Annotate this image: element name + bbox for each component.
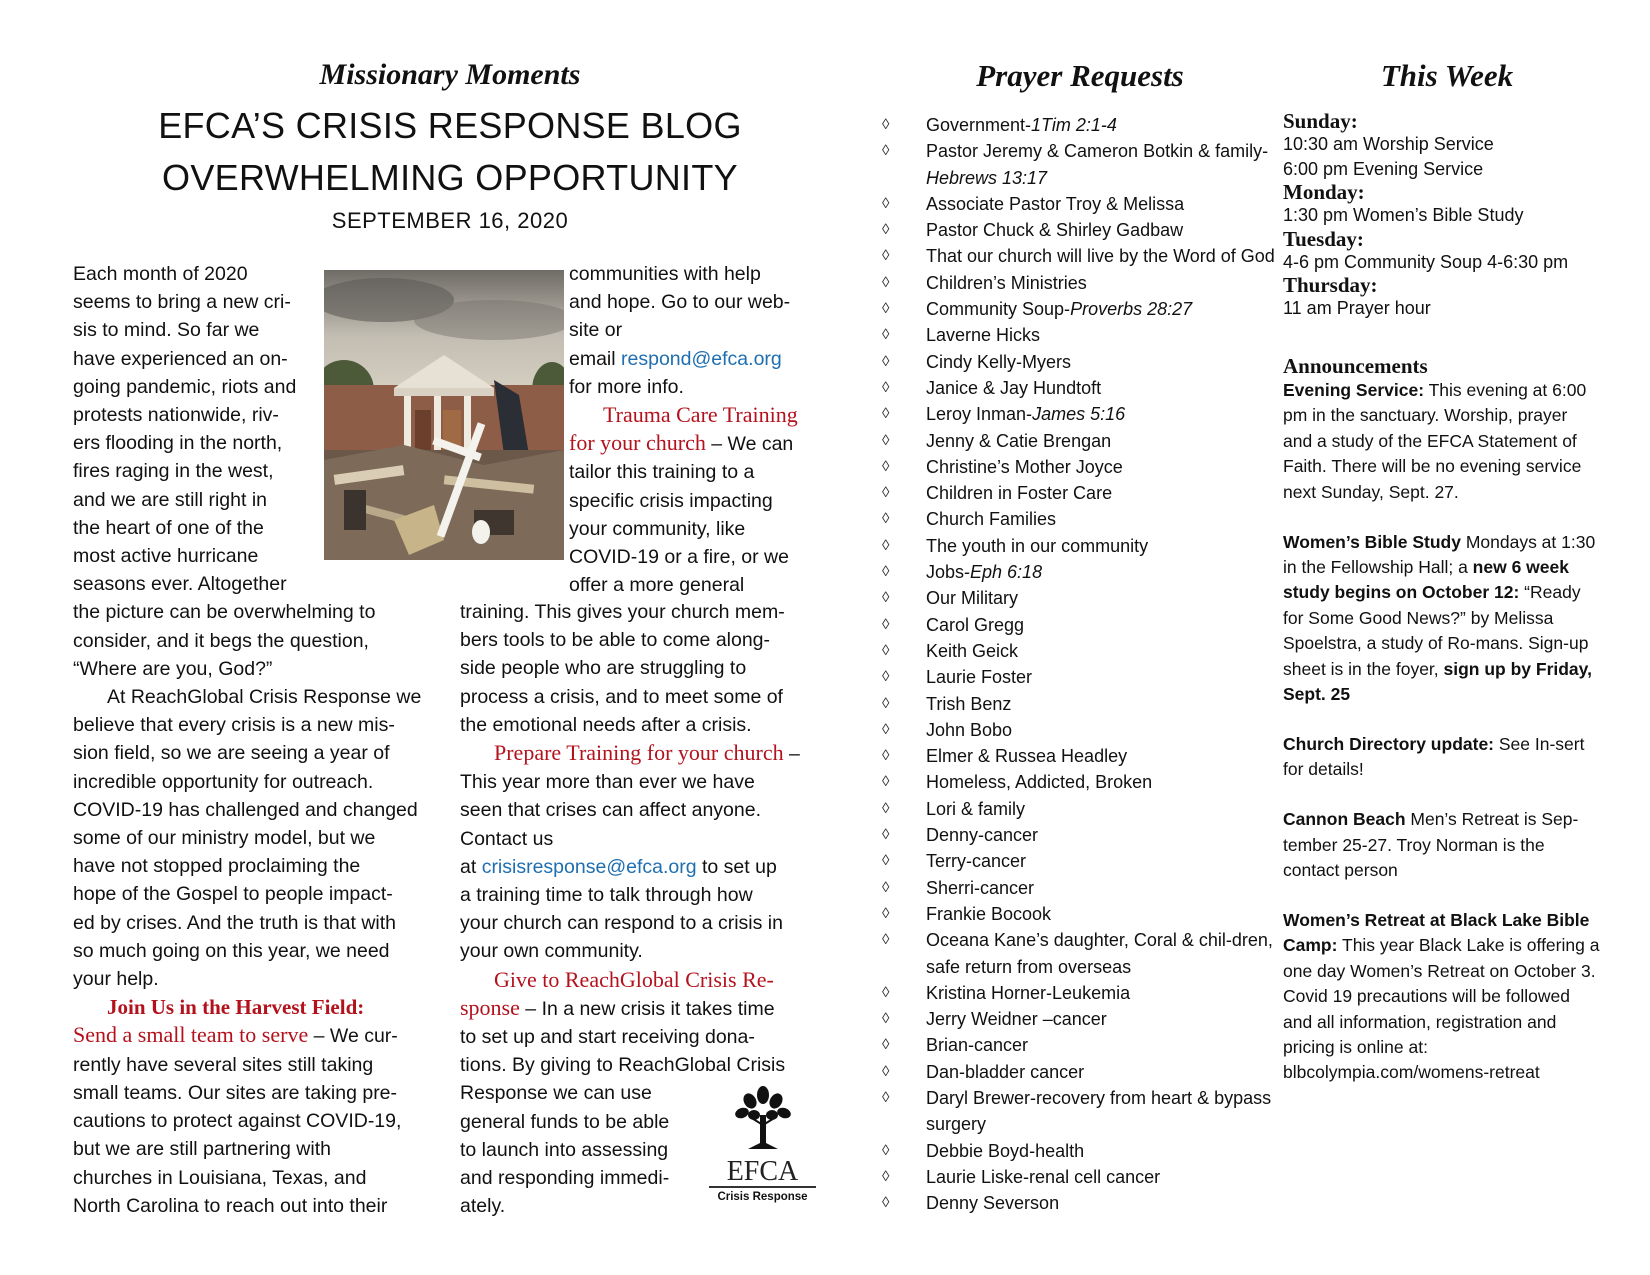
para2-lines (73, 711, 453, 993)
diamond-bullet-icon: ◊ (882, 931, 890, 949)
prayer-request-item (880, 243, 1275, 269)
announcement-item: Women’s Retreat at Black Lake Bible Camp: This year Black Lake is offering a one day Women’s Retreat on October 3. Covid 19 precautions will be followed and all information, registration and pricing is online at: blbcolympia.com/womens-retreat (1283, 909, 1600, 1083)
send-team-lines (73, 1051, 453, 1220)
schedule-event: 6:00 pm Evening Service (1283, 158, 1484, 179)
day-heading: Thursday: (1283, 273, 1378, 297)
send-team-label: Send a small team to serve (73, 1022, 309, 1048)
article-line: but we are still partnering with (73, 1138, 331, 1161)
prayer-request-item (880, 980, 1275, 1006)
prepare-lines (460, 768, 830, 853)
prayer-request-item (880, 454, 1275, 480)
prayer-request-text: Our Military (926, 588, 1019, 609)
prayer-request-item (880, 875, 1275, 901)
efca-logo-name: EFCA (709, 1158, 816, 1188)
prayer-request-text: Carol Gregg (926, 614, 1025, 635)
article-line: cautions to protect against COVID-19, (73, 1110, 402, 1133)
prayer-request-item (880, 769, 1275, 795)
prayer-request-item (880, 559, 1275, 585)
diamond-bullet-icon: ◊ (882, 1036, 890, 1054)
trauma-full-lines (460, 598, 830, 739)
para2-first-line: At ReachGlobal Crisis Response we (107, 686, 422, 709)
diamond-bullet-icon: ◊ (882, 247, 890, 265)
article-line: and we are still right in (73, 488, 268, 511)
week-schedule (1283, 110, 1623, 321)
blog-date: SEPTEMBER 16, 2020 (331, 208, 569, 233)
article-line: churches in Louisiana, Texas, and (73, 1166, 367, 1189)
efca-logo (705, 1085, 820, 1210)
diamond-bullet-icon: ◊ (882, 273, 890, 291)
give-label-1: Give to ReachGlobal Crisis Re- (494, 966, 774, 992)
prayer-request-item (880, 1138, 1275, 1164)
prayer-request-item (880, 480, 1275, 506)
prayer-request-item (880, 717, 1275, 743)
article-line: and responding immedi- (460, 1167, 670, 1190)
prayer-request-item (880, 112, 1275, 138)
prayer-request-text: Brian-cancer (926, 1035, 1029, 1056)
prayer-request-item (880, 296, 1275, 322)
prayer-request-text: Terry-cancer (926, 851, 1027, 872)
tree-icon (728, 1085, 798, 1153)
diamond-bullet-icon: ◊ (882, 589, 890, 607)
prayer-request-text: That our church will live by the Word of God (926, 246, 1275, 267)
prayer-request-item (880, 1085, 1275, 1138)
article-line: to launch into assessing (460, 1138, 669, 1161)
announcement-item: Cannon Beach Men’s Retreat is Sep-tember 25-27. Troy Norman is the contact person (1283, 809, 1579, 880)
article-line: communities with help (569, 263, 761, 285)
trauma-care-label-2: for your church (569, 430, 706, 456)
diamond-bullet-icon: ◊ (882, 720, 890, 738)
article-line: some of our ministry model, but we (73, 827, 376, 850)
announcement-heading: Evening Service: (1283, 380, 1425, 400)
blog-title-line-2: OVERWHELMING OPPORTUNITY (162, 157, 738, 198)
prayer-request-text: Jenny & Catie Brengan (926, 430, 1112, 451)
prayer-request-text: Jerry Weidner –cancer (926, 1009, 1107, 1030)
prayer-request-text: John Bobo (926, 719, 1013, 740)
prayer-request-list (880, 112, 1275, 1216)
prayer-request-text: Debbie Boyd-health (926, 1140, 1085, 1161)
article-line: rently have several sites still taking (73, 1053, 374, 1076)
diamond-bullet-icon: ◊ (882, 536, 890, 554)
article-line: specific crisis impacting (569, 489, 773, 512)
prayer-request-item (880, 664, 1275, 690)
prayer-request-text: Dan-bladder cancer (926, 1061, 1085, 1082)
announcements (1283, 354, 1601, 1110)
prayer-request-item (880, 191, 1275, 217)
announcement-emphasis: new 6 week study begins on October 12: (1283, 556, 1569, 603)
schedule-event: 1:30 pm Women’s Bible Study (1283, 205, 1524, 225)
diamond-bullet-icon: ◊ (882, 142, 890, 160)
announcement-heading: Cannon Beach (1283, 809, 1406, 830)
prayer-request-item (880, 822, 1275, 848)
schedule-event: 11 am Prayer hour (1283, 298, 1431, 318)
prayer-request-item (880, 848, 1275, 874)
article-line: the heart of one of the (73, 516, 264, 539)
day-heading: Monday: (1283, 180, 1365, 204)
prayer-request-text: Pastor Chuck & Shirley Gadbaw (926, 220, 1184, 241)
scripture-reference: Proverbs 28:27 (1070, 299, 1193, 320)
article-line: hope of the Gospel to people impact- (73, 883, 393, 906)
prayer-request-item (880, 1006, 1275, 1032)
diamond-bullet-icon: ◊ (882, 1010, 890, 1028)
prayer-request-text: Trish Benz (926, 693, 1012, 714)
announcement-emphasis: sign up by Friday, Sept. 25 (1283, 658, 1592, 704)
prepare-training-label: Prepare Training for your church (494, 740, 784, 766)
announcements-title: Announcements (1283, 354, 1428, 378)
prayer-request-text: Christine’s Mother Joyce (926, 456, 1123, 477)
col2-top-lines (569, 260, 829, 345)
article-line: have experienced an on- (73, 347, 288, 370)
article-line: sis to mind. So far we (73, 319, 260, 342)
article-line: so much going on this year, we need (73, 939, 390, 962)
email-line: email respond@efca.org (569, 347, 782, 370)
prayer-request-item (880, 638, 1275, 664)
article-line: This year more than ever we have (460, 771, 755, 794)
article-line: fires raging in the west, (73, 460, 274, 483)
diamond-bullet-icon: ◊ (882, 773, 890, 791)
prayer-request-text: Keith Geick (926, 640, 1019, 661)
prayer-request-text: Frankie Bocook (926, 903, 1052, 924)
scripture-reference: James 5:16 (1032, 404, 1126, 425)
prayer-request-item (880, 1059, 1275, 1085)
diamond-bullet-icon: ◊ (882, 300, 890, 318)
intro-paragraph-full (73, 598, 453, 683)
prayer-request-text: Jobs-Eph 6:18 (926, 562, 1043, 583)
prayer-request-item (880, 691, 1275, 717)
more-info: for more info. (569, 375, 684, 398)
article-line: Contact us (460, 827, 554, 850)
article-line: the picture can be overwhelming to (73, 601, 376, 624)
prayer-request-item (880, 217, 1275, 243)
article-line: incredible opportunity for outreach. (73, 770, 374, 793)
prayer-request-item (880, 322, 1275, 348)
article-line: “Where are you, God?” (73, 657, 273, 680)
prayer-request-item (880, 585, 1275, 611)
prayer-request-item (880, 401, 1275, 427)
blog-title-line-1: EFCA’S CRISIS RESPONSE BLOG (158, 105, 742, 146)
prayer-request-item (880, 270, 1275, 296)
diamond-bullet-icon: ◊ (882, 352, 890, 370)
article-line: small teams. Our sites are taking pre- (73, 1081, 398, 1104)
prayer-request-item (880, 927, 1275, 980)
diamond-bullet-icon: ◊ (882, 194, 890, 212)
prayer-request-text: Children’s Ministries (926, 272, 1087, 293)
prayer-request-text: Lori & family (926, 798, 1026, 819)
diamond-bullet-icon: ◊ (882, 1062, 890, 1080)
prayer-request-item (880, 901, 1275, 927)
article-line: going pandemic, riots and (73, 375, 297, 398)
diamond-bullet-icon: ◊ (882, 457, 890, 475)
article-line: seasons ever. Altogether (73, 573, 287, 596)
prayer-request-text: Daryl Brewer-recovery from heart & bypass surgery (926, 1087, 1272, 1135)
prayer-request-text: Sherri-cancer (926, 877, 1035, 898)
article-column-2 (569, 260, 829, 599)
article-line: tions. By giving to ReachGlobal Crisis (460, 1054, 786, 1077)
diamond-bullet-icon: ◊ (882, 1141, 890, 1159)
announcement-heading: Church Directory update: (1283, 733, 1494, 754)
efca-logo-subtitle: Crisis Response (717, 1191, 808, 1203)
article-line: side people who are struggling to (460, 657, 747, 680)
article-line: seen that crises can affect anyone. (460, 799, 761, 822)
respond-email-link[interactable]: respond@efca.org (621, 347, 782, 370)
prayer-request-item (880, 375, 1275, 401)
article-line: to set up and start receiving dona- (460, 1026, 755, 1049)
article-line: process a crisis, and to meet some of (460, 685, 783, 708)
prayer-request-item (880, 612, 1275, 638)
diamond-bullet-icon: ◊ (882, 904, 890, 922)
diamond-bullet-icon: ◊ (882, 747, 890, 765)
prayer-request-text: Janice & Jay Hundtoft (926, 377, 1102, 398)
article-line: ers flooding in the north, (73, 432, 283, 455)
diamond-bullet-icon: ◊ (882, 1194, 890, 1212)
diamond-bullet-icon: ◊ (882, 668, 890, 686)
prayer-request-item (880, 1190, 1275, 1216)
article-line: offer a more general (569, 574, 745, 597)
article-line: your own community. (460, 940, 643, 963)
trauma-wrap-lines (569, 458, 829, 599)
diamond-bullet-icon: ◊ (882, 326, 890, 344)
prayer-request-text: Community Soup-Proverbs 28:27 (926, 299, 1193, 320)
missionary-moments-title: Missionary Moments (319, 58, 581, 91)
announcement-item: Church Directory update: See In-sert for details! (1283, 733, 1585, 780)
article-line: tailor this training to a (569, 461, 755, 484)
prayer-request-text: Government-1Tim 2:1-4 (926, 115, 1117, 135)
give-label-2: sponse (460, 994, 520, 1020)
article-line: site or (569, 319, 623, 342)
scripture-reference: 1Tim 2:1-4 (1031, 115, 1117, 135)
schedule-event: 10:30 am Worship Service (1283, 134, 1494, 154)
diamond-bullet-icon: ◊ (882, 405, 890, 423)
prepare-training-line: Prepare Training for your church – (494, 740, 800, 766)
prepare-tail-lines (460, 881, 830, 966)
diamond-bullet-icon: ◊ (882, 563, 890, 581)
diamond-bullet-icon: ◊ (882, 641, 890, 659)
prayer-request-text: Pastor Jeremy & Cameron Botkin & family-Hebrews 13:17 (926, 141, 1269, 188)
prayer-request-text: Children in Foster Care (926, 483, 1113, 504)
announcement-item: Women’s Bible Study Mondays at 1:30 in the Fellowship Hall; a new 6 week study begins on October 12: “Ready for Some Good News?” by Melissa Spoelstra, a study of Ro-mans. Sign-up sheet is in the foyer, sign up by Friday, Sept. 25 (1283, 531, 1596, 704)
prayer-request-item (880, 138, 1275, 191)
prayer-request-item (880, 428, 1275, 454)
prayer-request-item (880, 533, 1275, 559)
photo-illustration (324, 270, 564, 560)
article-line: ately. (460, 1195, 506, 1218)
prayer-request-text: Cindy Kelly-Myers (926, 351, 1072, 372)
diamond-bullet-icon: ◊ (882, 983, 890, 1001)
article-line: sion field, so we are seeing a year of (73, 742, 390, 765)
article-line: and hope. Go to our web- (569, 291, 791, 314)
article-line: your help. (73, 968, 159, 991)
prayer-request-item (880, 349, 1275, 375)
prayer-request-text: Oceana Kane’s daughter, Coral & chil-dren, safe return from overseas (926, 930, 1273, 977)
prayer-request-item (880, 743, 1275, 769)
diamond-bullet-icon: ◊ (882, 1088, 890, 1106)
diamond-bullet-icon: ◊ (882, 615, 890, 633)
article-line: your community, like (569, 517, 746, 540)
this-week-title: This Week (1380, 58, 1514, 93)
prayer-request-text: Associate Pastor Troy & Melissa (926, 193, 1185, 214)
harvest-field-heading: Join Us in the Harvest Field: (107, 995, 365, 1020)
article-line: a training time to talk through how (460, 884, 753, 907)
give-line-2: sponse – In a new crisis it takes time (460, 994, 775, 1020)
diamond-bullet-icon: ◊ (882, 378, 890, 396)
schedule-event: 4-6 pm Community Soup 4-6:30 pm (1283, 251, 1569, 272)
prayer-request-text: The youth in our community (926, 535, 1149, 556)
prayer-request-text: Laurie Liske-renal cell cancer (926, 1166, 1161, 1187)
diamond-bullet-icon: ◊ (882, 431, 890, 449)
article-line: bers tools to be able to come along- (460, 629, 771, 652)
diamond-bullet-icon: ◊ (882, 878, 890, 896)
article-line: most active hurricane (73, 545, 259, 568)
church-damage-photo (324, 270, 564, 560)
day-heading: Tuesday: (1283, 226, 1364, 251)
prayer-request-text: Laverne Hicks (926, 325, 1041, 346)
prayer-request-text: Elmer & Russea Headley (926, 746, 1128, 767)
give-lines (460, 1023, 830, 1079)
diamond-bullet-icon: ◊ (882, 116, 890, 133)
trauma-care-line-2: for your church – We can (569, 430, 794, 456)
diamond-bullet-icon: ◊ (882, 1167, 890, 1185)
prayer-requests-title: Prayer Requests (976, 58, 1184, 93)
prayer-request-text: Homeless, Addicted, Broken (926, 772, 1153, 793)
diamond-bullet-icon: ◊ (882, 852, 890, 870)
article-line: ed by crises. And the truth is that with (73, 911, 396, 934)
diamond-bullet-icon: ◊ (882, 694, 890, 712)
blog-title (70, 100, 830, 204)
diamond-bullet-icon: ◊ (882, 221, 890, 239)
article-line: protests nationwide, riv- (73, 404, 279, 427)
article-line: general funds to be able (460, 1110, 670, 1133)
article-line: consider, and it begs the question, (73, 629, 369, 652)
article-line: Response we can use (460, 1082, 652, 1105)
article-line: the emotional needs after a crisis. (460, 713, 752, 736)
diamond-bullet-icon: ◊ (882, 484, 890, 502)
announcement-heading: Women’s Bible Study (1283, 531, 1461, 552)
announcement-item: Evening Service: This evening at 6:00 pm in the sanctuary. Worship, prayer and a study of the EFCA Statement of Faith. There will be no evening service next Sunday, Sept. 27. (1283, 380, 1587, 502)
article-line: COVID-19 or a fire, or we (569, 546, 789, 569)
article-line: seems to bring a new cri- (73, 291, 291, 314)
article-line: believe that every crisis is a new mis- (73, 714, 395, 737)
prayer-request-text: Laurie Foster (926, 667, 1033, 688)
diamond-bullet-icon: ◊ (882, 799, 890, 817)
prayer-request-text: Denny-cancer (926, 825, 1039, 846)
prayer-request-item (880, 1032, 1275, 1058)
scripture-reference: Eph 6:18 (970, 562, 1043, 583)
prayer-request-text: Church Families (926, 509, 1057, 530)
announcement-heading: Women’s Retreat at Black Lake Bible Camp: (1283, 909, 1590, 956)
article-line: Each month of 2020 (73, 263, 248, 285)
prayer-request-text: Denny Severson (926, 1193, 1060, 1214)
article-line: COVID-19 has challenged and changed (73, 798, 418, 821)
prayer-request-item (880, 1164, 1275, 1190)
trauma-care-label-1: Trauma Care Training (603, 402, 798, 428)
crisis-email-line: at crisisresponse@efca.org to set up (460, 855, 777, 878)
diamond-bullet-icon: ◊ (882, 510, 890, 528)
article-line: North Carolina to reach out into their (73, 1194, 388, 1217)
send-team-line: Send a small team to serve – We cur- (73, 1022, 398, 1048)
article-line: your church can respond to a crisis in (460, 912, 783, 935)
prayer-request-item (880, 796, 1275, 822)
article-line: have not stopped proclaiming the (73, 855, 361, 878)
article-line: training. This gives your church mem- (460, 601, 785, 623)
crisisresponse-email-link[interactable]: crisisresponse@efca.org (481, 855, 697, 878)
scripture-reference: Hebrews 13:17 (926, 167, 1048, 188)
prayer-request-item (880, 506, 1275, 532)
diamond-bullet-icon: ◊ (882, 826, 890, 844)
day-heading: Sunday: (1283, 109, 1358, 133)
prayer-request-text: Leroy Inman-James 5:16 (926, 404, 1126, 425)
announcement-list (1283, 378, 1601, 1086)
prayer-request-text: Kristina Horner-Leukemia (926, 982, 1131, 1003)
